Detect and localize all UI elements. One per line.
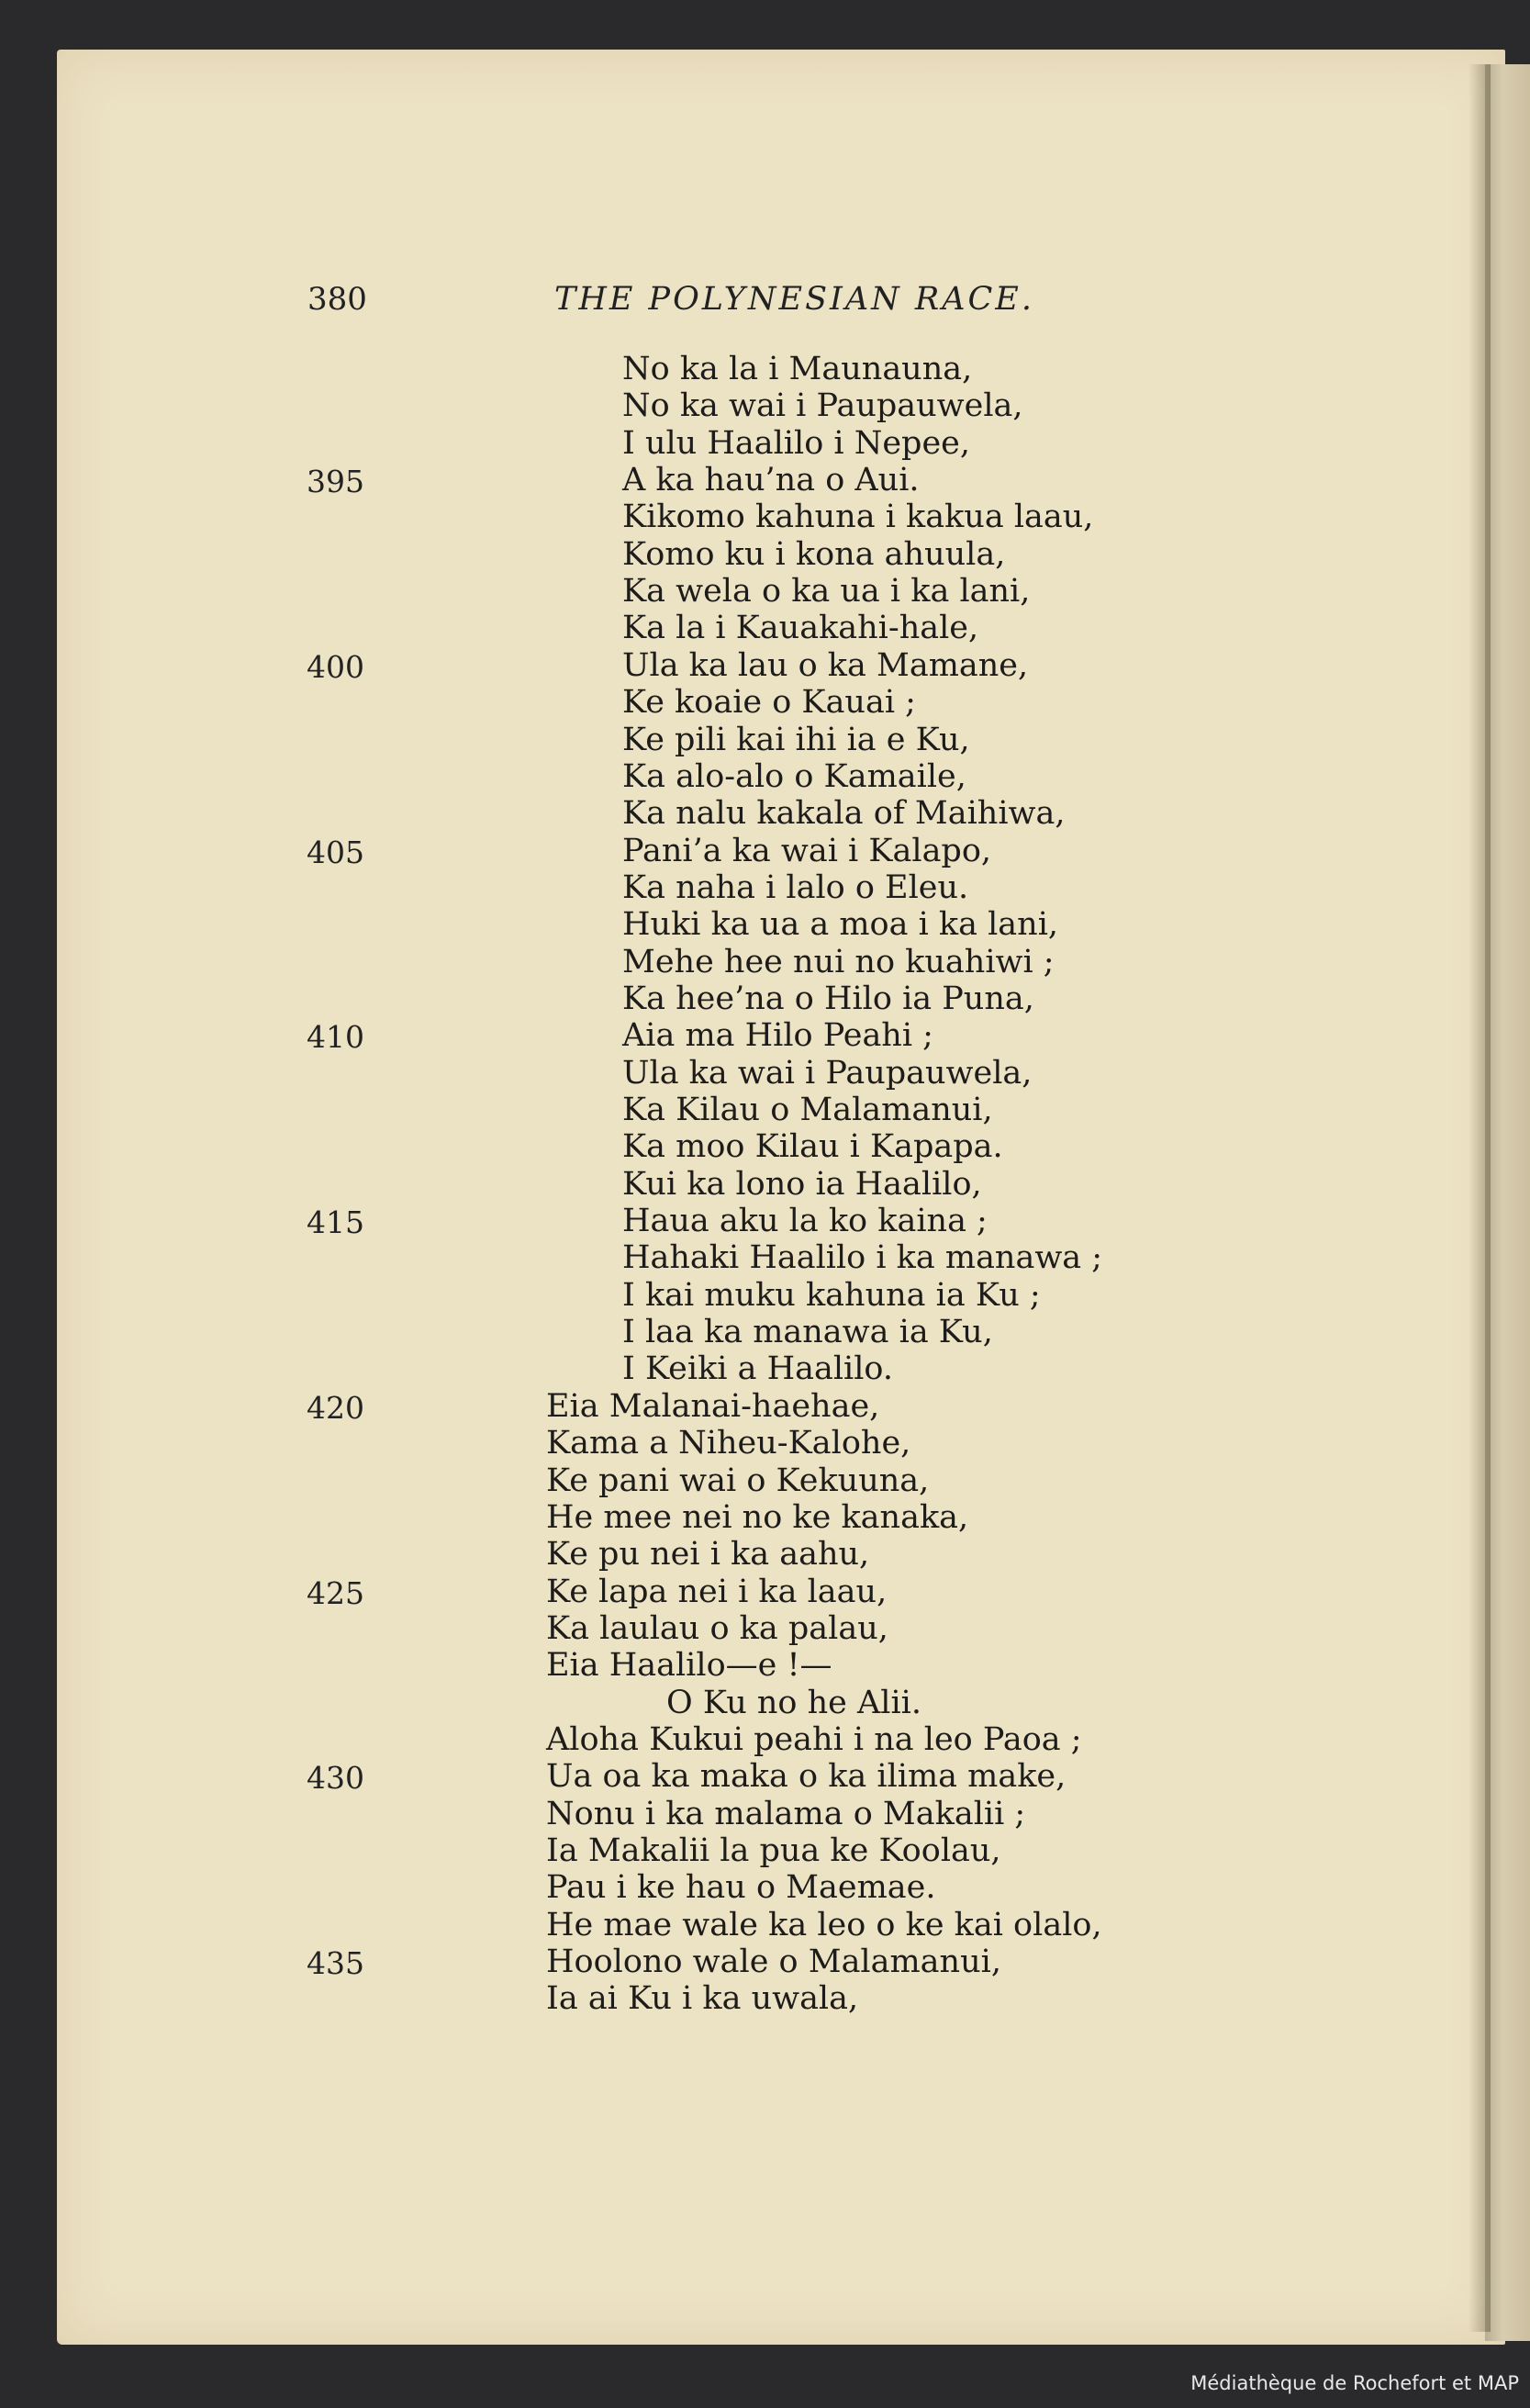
verse-line: Ula ka lau o ka Mamane, xyxy=(622,647,1029,684)
verse-line: Ka la i Kauakahi-hale, xyxy=(622,610,979,646)
verse-line: Ka naha i lalo o Eleu. xyxy=(622,869,969,906)
verse-line: Mehe hee nui no kuahiwi ; xyxy=(622,944,1055,980)
running-title: THE POLYNESIAN RACE. xyxy=(554,281,1034,318)
verse-line: Kama a Niheu-Kalohe, xyxy=(546,1425,911,1462)
verse-line: Ka laulau o ka palau, xyxy=(546,1610,888,1647)
verse-line: Aloha Kukui peahi i na leo Paoa ; xyxy=(546,1721,1082,1758)
verse-line: He mae wale ka leo o ke kai olalo, xyxy=(546,1907,1102,1943)
line-number: 405 xyxy=(307,834,364,870)
verse-line: Ka alo-alo o Kamaile, xyxy=(622,758,966,795)
verse-line: Nonu i ka malama o Makalii ; xyxy=(546,1796,1026,1832)
verse-line: No ka wai i Paupauwela, xyxy=(622,387,1023,424)
line-number: 410 xyxy=(307,1019,364,1055)
line-number: 430 xyxy=(307,1760,364,1796)
verse-line: Eia Haalilo—e !— xyxy=(546,1647,832,1684)
verse-line: Ka wela o ka ua i ka lani, xyxy=(622,573,1031,610)
verse-line: Ke pani wai o Kekuuna, xyxy=(546,1462,930,1499)
verse-line: Ka nalu kakala of Maihiwa, xyxy=(622,795,1066,832)
verse-line: Hahaki Haalilo i ka manawa ; xyxy=(622,1239,1103,1276)
verse-line: Hoolono wale o Malamanui, xyxy=(546,1943,1001,1980)
verse-line: Ia Makalii la pua ke Koolau, xyxy=(546,1832,1001,1869)
verse-line: Ke koaie o Kauai ; xyxy=(622,684,916,721)
verse-line: Pau i ke hau o Maemae. xyxy=(546,1869,936,1906)
page-header xyxy=(0,281,1530,329)
verse-line: Kui ka lono ia Haalilo, xyxy=(622,1166,982,1203)
verse-line: Ia ai Ku i ka uwala, xyxy=(546,1980,859,2017)
verse-line: O Ku no he Alii. xyxy=(666,1685,921,1721)
verse-line: A ka hau’na o Aui. xyxy=(622,462,920,498)
line-number: 425 xyxy=(307,1575,364,1611)
page-number: 380 xyxy=(307,281,367,318)
verse-line: Ka moo Kilau i Kapapa. xyxy=(622,1128,1003,1165)
verse-line: Ka Kilau o Malamanui, xyxy=(622,1092,993,1128)
verse-line: Eia Malanai-haehae, xyxy=(546,1388,880,1425)
verse-line: I laa ka manawa ia Ku, xyxy=(622,1314,993,1350)
gutter-shadow xyxy=(1469,64,1491,2332)
verse-line: Huki ka ua a moa i ka lani, xyxy=(622,906,1059,943)
line-number: 420 xyxy=(307,1390,364,1426)
verse-line: Ula ka wai i Paupauwela, xyxy=(622,1055,1033,1092)
verse-line: Ua oa ka maka o ka ilima make, xyxy=(546,1758,1067,1795)
verse-line: Ka hee’na o Hilo ia Puna, xyxy=(622,980,1034,1017)
library-credit: Médiathèque de Rochefort et MAP xyxy=(1190,2372,1519,2394)
verse-line: He mee nei no ke kanaka, xyxy=(546,1499,969,1536)
verse-line: Pani’a ka wai i Kalapo, xyxy=(622,833,992,869)
verse-line: Ke pili kai ihi ia e Ku, xyxy=(622,722,970,758)
verse-line: Kikomo kahuna i kakua laau, xyxy=(622,498,1094,535)
verse-line: Ke pu nei i ka aahu, xyxy=(546,1536,870,1573)
verse-line: No ka la i Maunauna, xyxy=(622,351,973,387)
verse-line: Aia ma Hilo Peahi ; xyxy=(622,1017,933,1054)
verse-line: Haua aku la ko kaina ; xyxy=(622,1203,988,1239)
verse-line: I Keiki a Haalilo. xyxy=(622,1350,894,1387)
line-number: 395 xyxy=(307,464,364,499)
verse-line: I ulu Haalilo i Nepee, xyxy=(622,425,971,462)
verse-line: I kai muku kahuna ia Ku ; xyxy=(622,1277,1041,1314)
line-number: 400 xyxy=(307,649,364,685)
line-number: 435 xyxy=(307,1945,364,1981)
next-page-edge xyxy=(1485,64,1530,2341)
verse-line: Komo ku i kona ahuula, xyxy=(622,536,1006,573)
line-number: 415 xyxy=(307,1204,364,1240)
verse-line: Ke lapa nei i ka laau, xyxy=(546,1574,888,1610)
